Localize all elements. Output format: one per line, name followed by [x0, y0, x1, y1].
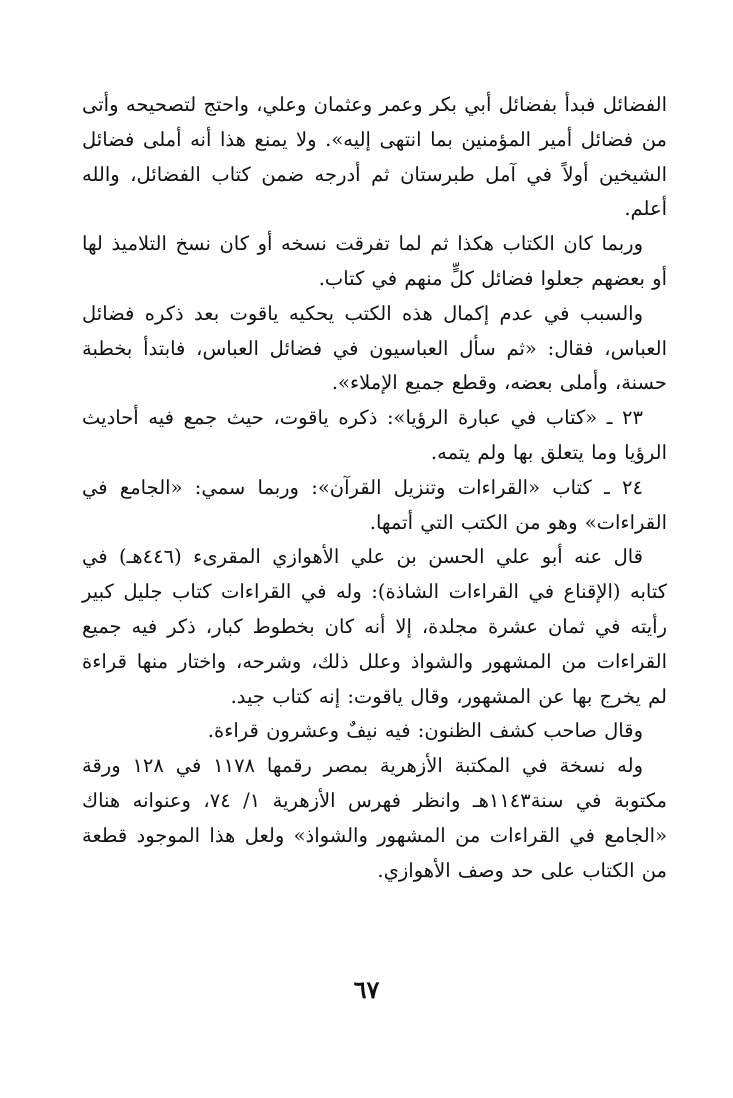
page-number: ٦٧	[353, 975, 380, 1004]
paragraph-6: قال عنه أبو علي الحسن بن علي الأهوازي المقرىء (٤٤٦هـ) في كتابه (الإقناع في القراءات الشاذة): وله في القراءات كتاب جليل كبير رأيته في ثمان عشرة مجلدة، إلا أنه كان بخطوط كبار، ذكر فيه جميع القراءات من المشهور والشواذ وعلل ذلك، وشرحه، واختار منها قراءة لم يخرج بها عن المشهور، وقال ياقوت: إنه كتاب جيد.	[82, 545, 667, 708]
paragraph-1: الفضائل فبدأ بفضائل أبي بكر وعمر وعثمان وعلي، واحتج لتصحيحه وأتى من فضائل أمير المؤمنين بما انتهى إليه». ولا يمنع هذا أنه أملى فضائل الشيخين أولاً في آمل طبرستان ثم أدرجه ضمن كتاب الفضائل، والله أعلم.	[82, 93, 667, 221]
paragraph-7: وقال صاحب كشف الظنون: فيه نيفٌ وعشرون قراءة.	[207, 719, 643, 743]
page-body	[82, 88, 667, 888]
paragraph-item-23: ٢٣ ـ «كتاب في عبارة الرؤيا»: ذكره ياقوت، حيث جمع فيه أحاديث الرؤيا وما يتعلق بها ولم يتمه.	[82, 406, 667, 464]
paragraph-3: والسبب في عدم إكمال هذه الكتب يحكيه ياقوت بعد ذكره فضائل العباس، فقال: «ثم سأل العباسيون في فضائل العباس، فابتدأ بخطبة حسنة، وأملى بعضه، وقطع جميع الإملاء».	[82, 301, 667, 395]
paragraph-2: وربما كان الكتاب هكذا ثم لما تفرقت نسخه أو كان نسخ التلاميذ لها أو بعضهم جعلوا فضائل كلٍّ منهم في كتاب.	[82, 232, 667, 290]
paragraph-8: وله نسخة في المكتبة الأزهرية بمصر رقمها ١١٧٨ في ١٢٨ ورقة مكتوبة في سنة١١٤٣هـ وانظر فهرس الأزهرية ١/ ٧٤، وعنوانه هناك «الجامع في القراءات من المشهور والشواذ» ولعل هذا الموجود قطعة من الكتاب على حد وصف الأهوازي.	[82, 754, 668, 882]
paragraph-item-24: ٢٤ ـ كتاب «القراءات وتنزيل القرآن»: وربما سمي: «الجامع في القراءات» وهو من الكتب التي أتمها.	[82, 475, 667, 534]
